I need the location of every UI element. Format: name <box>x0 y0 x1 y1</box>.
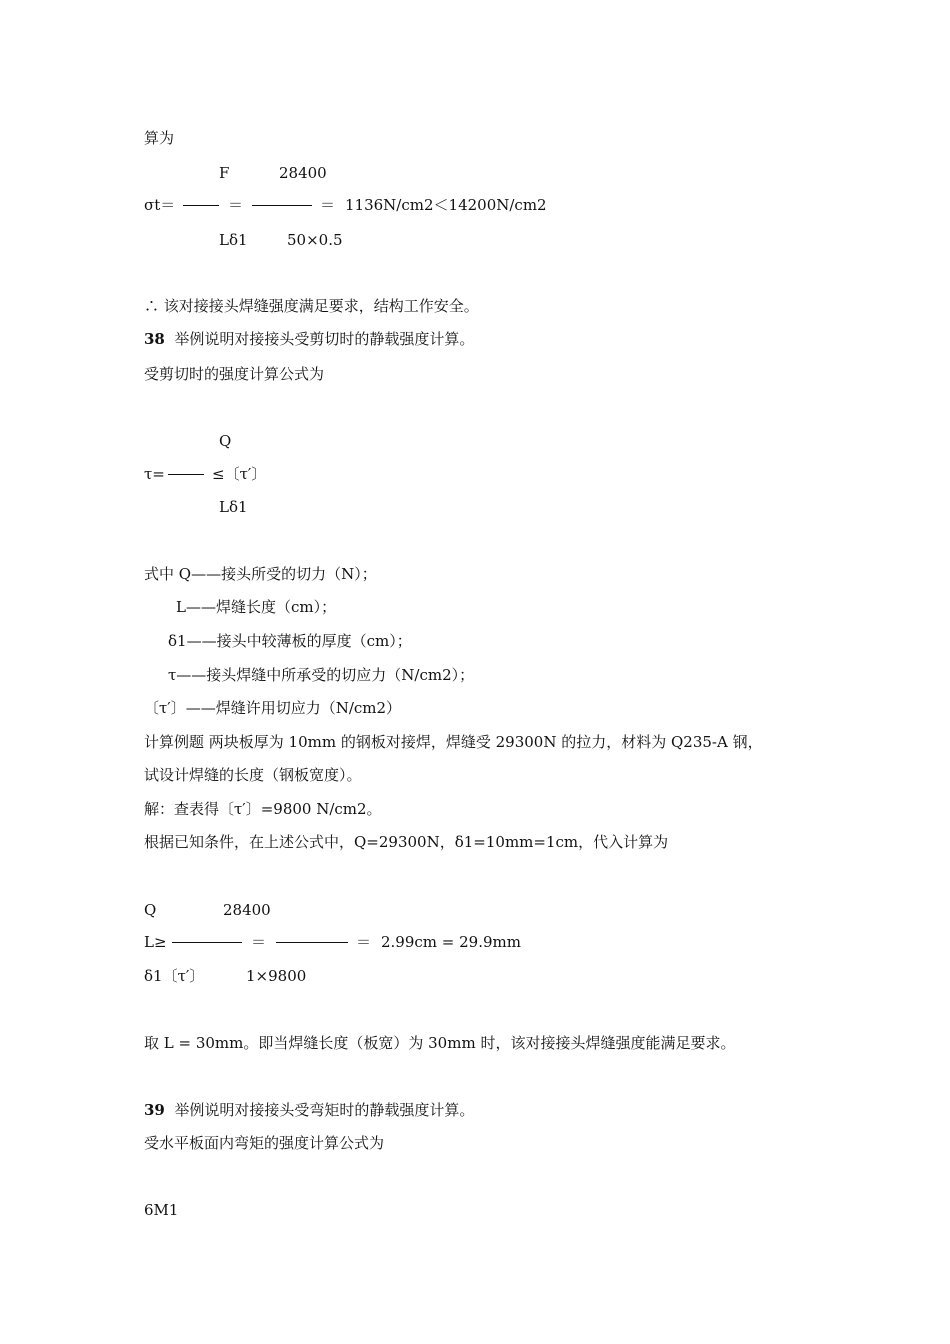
question-38-title: 举例说明对接接头受剪切时的静载强度计算。 <box>174 330 475 348</box>
eq3-result: 2.99cm = 29.9mm <box>381 933 521 951</box>
question-39 <box>144 1100 474 1120</box>
eq1-numerator-right: 28400 <box>279 164 327 182</box>
definition-tau: τ——接头焊缝中所承受的切应力（N/cm2）； <box>168 666 475 684</box>
conclusion-1: ∴ 该对接接头焊缝强度满足要求，结构工作安全。 <box>144 297 479 315</box>
eq1-numerator-left: F <box>219 164 230 182</box>
conclusion-2: 取 L = 30mm。即当焊缝长度（板宽）为 30mm 时，该对接接头焊缝强度能满足要求。 <box>144 1034 736 1052</box>
example-line-2: 试设计焊缝的长度（钢板宽度）。 <box>144 766 362 784</box>
eq1-equals-b: ＝ <box>320 196 336 214</box>
eq1-denominator-left: Lδ1 <box>219 231 248 249</box>
example-line-1: 计算例题 两块板厚为 10mm 的钢板对接焊，焊缝受 29300N 的拉力，材料为 Q235-A 钢， <box>144 733 763 751</box>
eq1-fraction-bar-right <box>252 205 312 206</box>
example-known: 根据已知条件，在上述公式中，Q=29300N，δ1=10mm=1cm，代入计算为 <box>144 833 669 851</box>
example-solution: 解：查表得〔τ′〕=9800 N/cm2。 <box>144 800 382 818</box>
eq2-denominator: Lδ1 <box>219 498 248 516</box>
eq2-lhs: τ= <box>144 465 165 483</box>
eq2-fraction-bar <box>168 474 204 475</box>
eq1-denominator-right: 50×0.5 <box>287 231 343 249</box>
eq3-denominator-right: 1×9800 <box>246 967 307 985</box>
eq3-numerator-right: 28400 <box>223 901 271 919</box>
question-39-number: 39 <box>144 1101 165 1119</box>
eq3-fraction-bar-right <box>276 942 348 943</box>
eq3-equals-a: ＝ <box>251 933 267 951</box>
eq3-fraction-bar-left <box>172 942 242 943</box>
eq1-lhs: σt＝ <box>144 196 176 214</box>
definition-delta: δ1——接头中较薄板的厚度（cm）； <box>168 632 412 650</box>
eq2-rhs: ≤〔τ′〕 <box>212 465 267 483</box>
definition-q: 式中 Q——接头所受的切力（N）； <box>144 565 377 583</box>
eq1-equals-a: ＝ <box>228 196 244 214</box>
eq1-result: 1136N/cm2＜14200N/cm2 <box>345 196 547 214</box>
intro-text: 算为 <box>144 129 175 147</box>
eq3-numerator-left: Q <box>144 901 157 919</box>
eq3-equals-b: ＝ <box>356 933 372 951</box>
eq4-fragment: 6M1 <box>144 1201 179 1219</box>
question-39-title: 举例说明对接接头受弯矩时的静载强度计算。 <box>174 1101 475 1119</box>
definition-l: L——焊缝长度（cm）； <box>176 598 337 616</box>
question-38 <box>144 329 474 349</box>
formula-intro-2: 受水平板面内弯矩的强度计算公式为 <box>144 1134 385 1152</box>
eq3-denominator-left: δ1〔τ′〕 <box>144 967 205 985</box>
formula-intro: 受剪切时的强度计算公式为 <box>144 365 325 383</box>
question-38-number: 38 <box>144 330 165 348</box>
definition-allowable: 〔τ′〕——焊缝许用切应力（N/cm2） <box>144 699 402 717</box>
eq3-lhs: L≥ <box>144 933 167 951</box>
eq2-numerator: Q <box>219 432 232 450</box>
eq1-fraction-bar-left <box>183 205 219 206</box>
